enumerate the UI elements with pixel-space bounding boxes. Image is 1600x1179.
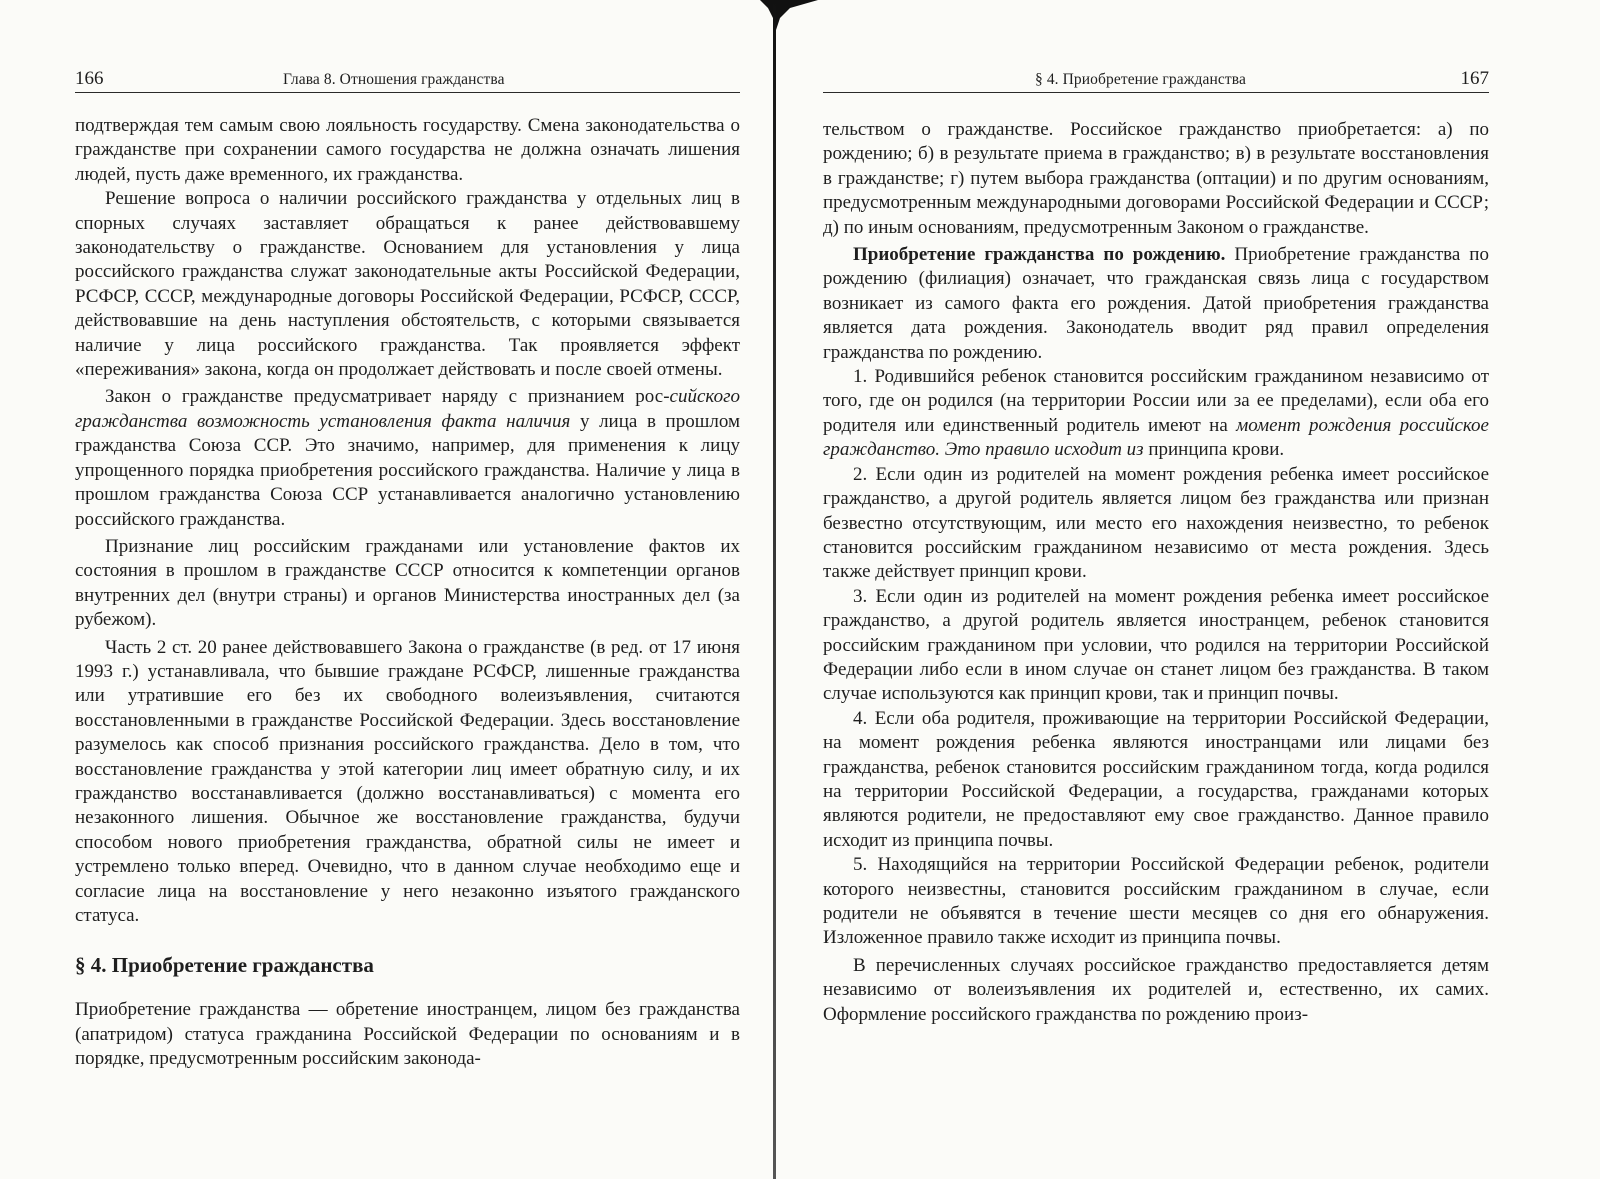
- right-page-number: 167: [1460, 68, 1489, 89]
- rule-1-start: 1. Родившийся ребенок становится российским гражданином независимо от того, где он родился (на территории России или за ее пределами), если оба его родителя или единственный родитель имеют на: [823, 366, 1489, 436]
- rule-3: 3. Если один из родителей на момент рождения ребенка имеет российское гражданство, а другой родитель является иностранцем, ребенок становится российским гражданином при условии, что родился на территории Российской Федерации либо если в ином случае он станет лицом без гражданства. В таком случае используются как принцип крови, так и принцип почвы.: [823, 585, 1489, 705]
- rule-1-end: принципа крови.: [1148, 439, 1285, 461]
- paragraph: Часть 2 ст. 20 ранее действовавшего Закона о гражданстве (в ред. от 17 июня 1993 г.) устанавливала, что бывшие граждане РСФСР, лишенные гражданства или утратившие его без их свободного волеизъявления, считаются восстановленными в гражданстве Российской Федерации. Здесь восстановление разумелось как способ признания российского гражданства. Дело в том, что восстановление гражданства у этой категории лиц имеет обратную силу, и их гражданство восстанавливается (должно восстанавливаться) с момента его незаконного лишения. Обычное же восстановление гражданства, будучи способом нового приобретения гражданства, обратной силы не имеет и устремлено только вперед. Очевидно, что в данном случае необходимо еще и согласие лица на восстановление у него незаконно изъятого гражданского статуса.: [75, 636, 740, 926]
- book-spine: [773, 0, 776, 1179]
- paragraph: Приобретение гражданства — обретение иностранцем, лицом без гражданства (апатридом) статуса гражданина Российской Федерации по основаниям и в порядке, предусмотренным российским законода-: [75, 999, 740, 1070]
- birth-text: Приобретение гражданства по рождению (филиация) означает, что гражданская связь лица с государством возникает из самого факта его рождения. Датой приобретения гражданства является дата рождения. Законодатель вводит ряд правил определения гражданства по рождению.: [823, 244, 1489, 363]
- left-page-number: 166: [75, 68, 104, 89]
- right-page: [823, 0, 1489, 1179]
- spine-shadow: [760, 0, 818, 30]
- paragraph-birth: [823, 243, 1489, 365]
- paragraph-law-start: Закон о гражданстве предусматривает наряду с признанием рос-: [105, 386, 670, 408]
- paragraph: Признание лиц российским гражданами или установление фактов их состояния в прошлом в гражданстве СССР относится к компетенции органов внутренних дел (внутри страны) и органов Министерства иностранных дел (за рубежом).: [75, 535, 740, 631]
- right-page-body: [823, 118, 1489, 1027]
- left-running-head: [75, 68, 740, 93]
- paragraph: подтверждая тем самым свою лояльность государству. Смена законодательства о гражданстве при сохранении самого государства не должна означать лишения людей, пусть даже временного, их гражданства.: [75, 115, 740, 185]
- paragraph: В перечисленных случаях российское гражданство предоставляется детям независимо от волеизъявления их родителей и, естественно, их самих. Оформление российского гражданства по рождению произ-: [823, 954, 1489, 1025]
- left-running-title: Глава 8. Отношения гражданства: [283, 71, 505, 88]
- rule-5: 5. Находящийся на территории Российской Федерации ребенок, родители которого неизвестны, становится российским гражданином в случае, если родители не объявятся в течение шести месяцев со дня его обнаружения. Изложенное правило также исходит из принципа почвы.: [823, 854, 1489, 949]
- paragraph: тельством о гражданстве. Российское гражданство приобретается: а) по рождению; б) в результате приема в гражданство; в) в результате восстановления в гражданстве; г) путем выбора гражданства (оптации) и по другим основаниям, предусмотренным международными договорами Российской Федерации и СССР; д) по иным основаниям, предусмотренным Законом о гражданстве.: [823, 119, 1489, 238]
- birth-lead: Приобретение гражданства по рождению.: [853, 244, 1226, 266]
- paragraph: Решение вопроса о наличии российского гражданства у отдельных лиц в спорных случаях заставляет обращаться к ранее действовавшему законодательству о гражданстве. Основанием для установления у лица российского гражданства служат законодательные акты Российской Федерации, РСФСР, СССР, международные договоры Российской Федерации, РСФСР, СССР, действовавшие на день наступления обстоятельств, с которыми связывается наличие у лица российского гражданства. Так проявляется эффект «переживания» закона, когда он продолжает действовать и после своей отмены.: [75, 188, 740, 381]
- section-heading: § 4. Приобретение гражданства: [75, 953, 374, 978]
- paragraph-law-end: у лица в прошлом гражданства Союза ССР. Это значимо, например, для применения к лицу упрощенного порядка приобретения российского гражданства. Наличие у лица в прошлом гражданства Союза ССР устанавливается аналогично установлению российского гражданства.: [75, 410, 740, 530]
- rule-4: 4. Если оба родителя, проживающие на территории Российской Федерации, на момент рождения ребенка являются иностранцами или лицами без гражданства, ребенок становится российским гражданином тогда, когда родился на территории Российской Федерации, а государства, гражданами которых являются родители, не предоставляют ему свое гражданство. Данное правило исходит из принципа почвы.: [823, 707, 1489, 851]
- rule-1: [823, 365, 1489, 463]
- right-running-head: [823, 68, 1489, 93]
- rule-2: 2. Если один из родителей на момент рождения ребенка имеет российское гражданство, а другой родитель является лицом без гражданства или признан безвестно отсутствующим, или место его нахождения неизвестно, то ребенок становится российским гражданином независимо от места рождения. Здесь также действует принцип крови.: [823, 463, 1489, 583]
- paragraph-law: [75, 385, 740, 531]
- left-page: [75, 0, 740, 1179]
- right-running-title: § 4. Приобретение гражданства: [1035, 71, 1246, 88]
- paragraph-law-italic: сийского гражданства возможность установления факта наличия: [75, 386, 740, 432]
- left-page-body: [75, 114, 740, 1072]
- rule-1-italic: момент рождения российское гражданство. Это правило исходит из: [823, 414, 1489, 461]
